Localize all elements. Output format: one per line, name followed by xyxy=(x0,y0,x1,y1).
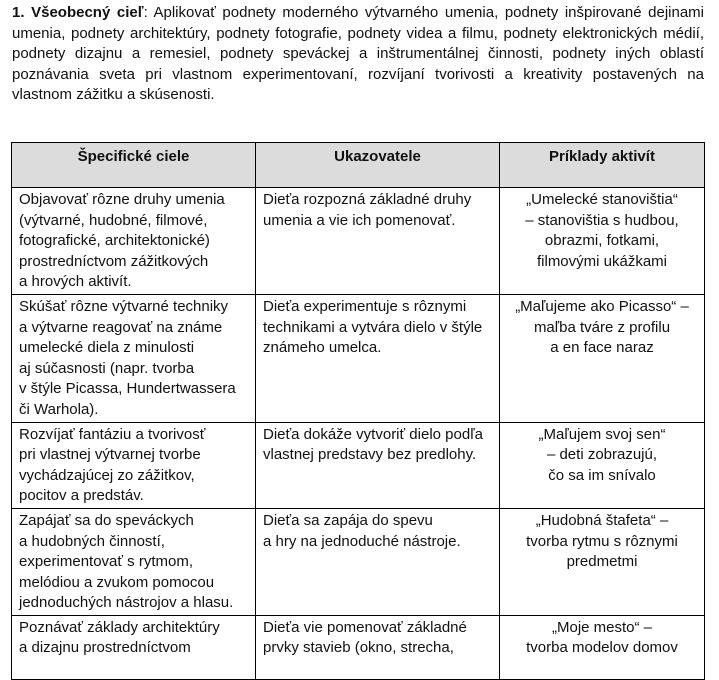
general-goal-paragraph xyxy=(12,3,704,106)
indicator-cell: Dieťa dokáže vytvoriť dielo podľa vlastnej predstavy bez predlohy. xyxy=(256,422,500,508)
activity-cell: „Umelecké stanovištia“ – stanovištia s hudbou, obrazmi, fotkami, filmovými ukážkami xyxy=(500,188,705,295)
goal-cell: Skúšať rôzne výtvarné techniky a výtvarne reagovať na známe umelecké diela z minulosti aj súčasnosti (napr. tvorba v štýle Picassa, Hundertwassera či Warhola). xyxy=(12,294,256,422)
indicator-cell: Dieťa vie pomenovať základné prvky stavieb (okno, strecha, xyxy=(256,615,500,679)
goal-cell: Zapájať sa do speváckych a hudobných činností, experimentovať s rytmom, melódiou a zvukom pomocou jednoduchých nástrojov a hlasu. xyxy=(12,508,256,615)
goal-cell: Objavovať rôzne druhy umenia (výtvarné, hudobné, filmové, fotografické, architektonické) prostredníctvom zážitkových a hrových aktivít. xyxy=(12,188,256,295)
header-specific-goals: Špecifické ciele xyxy=(12,143,256,188)
general-goal-text: : Aplikovať podnety moderného výtvarného umenia, podnety inšpirované dejinami umenia, podnety architektúry, podnety fotografie, podnety videa a filmu, podnety elektronických médií, podnety dizajnu a remesiel, podnety speváckej a inštrumentálnej činnosti, podnety iných oblastí poznávania sveta pri vlastnom experimentovaní, rozvíjaní tvorivosti a kreativity postavených na vlastnom zážitku a skúsenosti. xyxy=(12,4,704,104)
goals-table xyxy=(11,142,705,680)
goal-cell: Poznávať základy architektúry a dizajnu prostredníctvom xyxy=(12,615,256,679)
header-indicators: Ukazovatele xyxy=(256,143,500,188)
header-activity-examples: Príklady aktivít xyxy=(500,143,705,188)
table-row xyxy=(12,188,705,295)
indicator-cell: Dieťa experimentuje s rôznymi technikami a vytvára dielo v štýle známeho umelca. xyxy=(256,294,500,422)
activity-cell: „Moje mesto“ – tvorba modelov domov xyxy=(500,615,705,679)
table-row xyxy=(12,508,705,615)
activity-cell: „Hudobná štafeta“ – tvorba rytmu s rôznymi predmetmi xyxy=(500,508,705,615)
general-goal-heading: 1. Všeobecný cieľ xyxy=(12,4,144,21)
table-row xyxy=(12,422,705,508)
indicator-cell: Dieťa sa zapája do spevu a hry na jednoduché nástroje. xyxy=(256,508,500,615)
table-header-row xyxy=(12,143,705,188)
activity-cell: „Maľujeme ako Picasso“ – maľba tváre z profilu a en face naraz xyxy=(500,294,705,422)
table-row xyxy=(12,615,705,679)
indicator-cell: Dieťa rozpozná základné druhy umenia a vie ich pomenovať. xyxy=(256,188,500,295)
goal-cell: Rozvíjať fantáziu a tvorivosť pri vlastnej výtvarnej tvorbe vychádzajúcej zo zážitkov, pocitov a predstáv. xyxy=(12,422,256,508)
activity-cell: „Maľujem svoj sen“ – deti zobrazujú, čo sa im snívalo xyxy=(500,422,705,508)
table-row xyxy=(12,294,705,422)
